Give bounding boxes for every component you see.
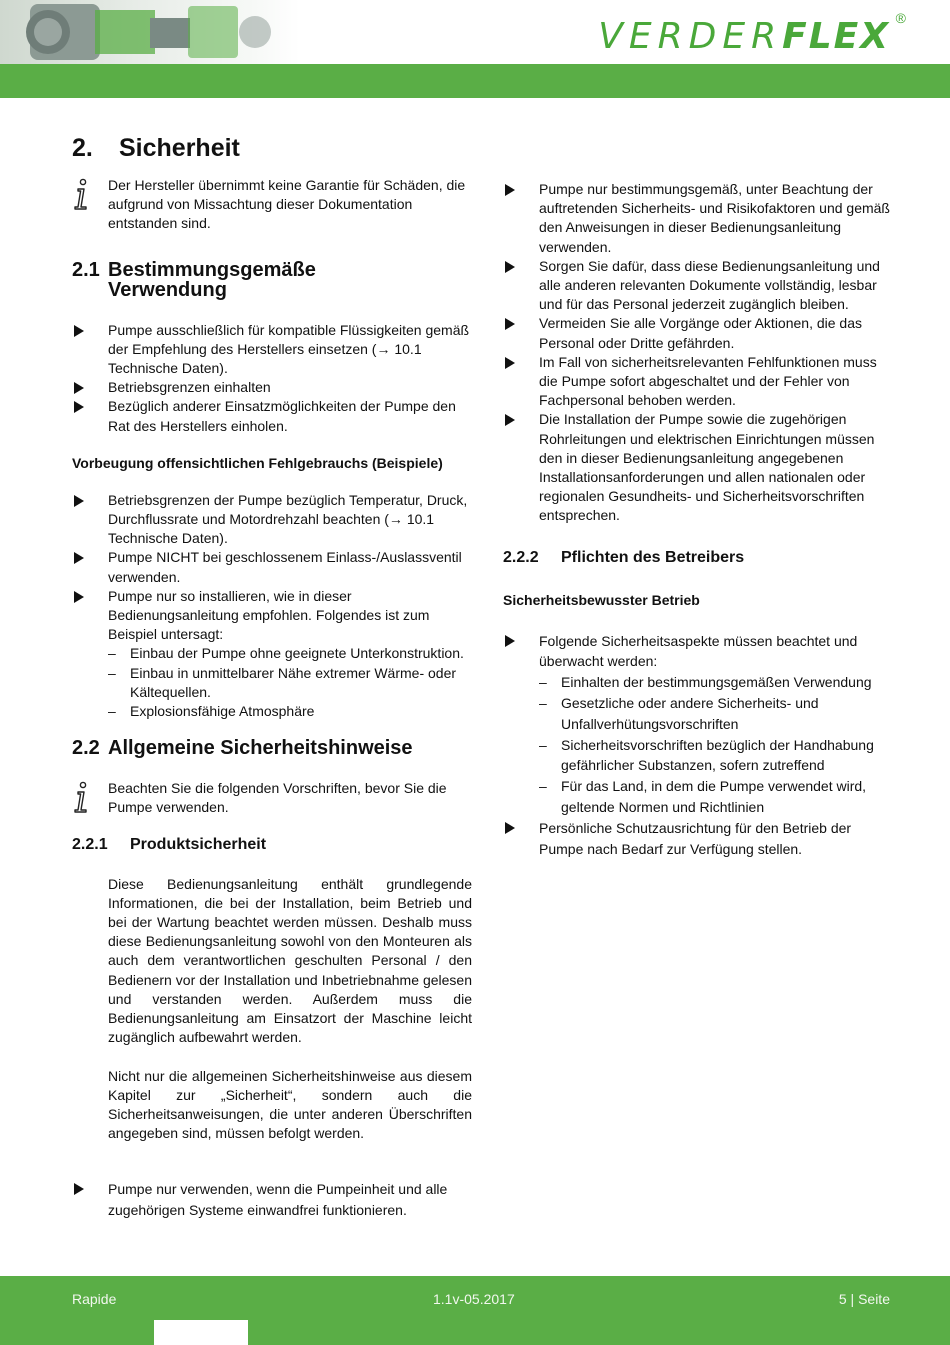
list-item: Betriebsgrenzen der Pumpe bezüglich Temperatur, Druck, Durchflussrate und Motordrehzahl beachten (→ 10.1 Technische Daten). — [72, 491, 472, 549]
heading-2-2-2: 2.2.2 Pflichten des Betreibers — [503, 548, 745, 566]
list-subitem: – Gesetzliche oder andere Sicherheits- und Unfallverhütungsvorschriften — [503, 693, 898, 735]
footer-version: 1.1v-05.2017 — [433, 1291, 515, 1307]
list-item: Persönliche Schutzausrichtung für den Betrieb der Pumpe nach Bedarf zur Verfügung stellen. — [503, 818, 898, 860]
info-note-intro: Der Hersteller übernimmt keine Garantie für Schäden, die aufgrund von Missachtung dieser Dokumentation entstanden sind. — [72, 176, 472, 234]
list-item: Bezüglich anderer Einsatzmöglichkeiten der Pumpe den Rat des Herstellers einholen. — [72, 397, 472, 435]
operator-subheading: Sicherheitsbewusster Betrieb — [503, 591, 700, 608]
footer-product: Rapide — [72, 1291, 117, 1307]
list-item: Sorgen Sie dafür, dass diese Bedienungsanleitung und alle anderen relevanten Dokumente vollständig, lesbar und für das Personal jederzeit zugänglich bleiben. — [503, 257, 898, 315]
list-subitem: – Explosionsfähige Atmosphäre — [72, 702, 472, 721]
list-item: Vermeiden Sie alle Vorgänge oder Aktionen, die das Personal oder Dritte gefährden. — [503, 314, 898, 352]
info-note-general: Beachten Sie die folgenden Vorschriften, bevor Sie die Pumpe verwenden. — [72, 779, 472, 817]
list-item: Pumpe nur so installieren, wie in dieser Bedienungsanleitung empfohlen. Folgendes ist zum Beispiel untersagt: — [72, 587, 472, 645]
verderflex-logo: VERDERFLEX — [598, 16, 890, 57]
right-column — [503, 180, 898, 859]
page-header — [0, 0, 950, 64]
list-item: Pumpe nur bestimmungsgemäß, unter Beachtung der auftretenden Sicherheits- und Risikofaktoren und gemäß den Anweisungen in dieser Bedienungsanleitung verwenden. — [503, 180, 898, 257]
pump-photo-icon — [0, 0, 300, 64]
footer-page-number: 5 | Seite — [838, 1291, 890, 1307]
info-icon — [72, 781, 90, 815]
pump-photo — [0, 0, 300, 64]
list-item: Pumpe nur verwenden, wenn die Pumpeinheit und alle zugehörigen Systeme einwandfrei funktionieren. — [72, 1179, 472, 1221]
heading-2-1: 2.1 Bestimmungsgemäße Verwendung — [72, 258, 316, 301]
usage-bullets — [72, 321, 472, 436]
list-item: Betriebsgrenzen einhalten — [72, 378, 472, 397]
list-subitem: – Einbau der Pumpe ohne geeignete Unterkonstruktion. — [72, 644, 472, 663]
page-footer — [0, 1276, 950, 1345]
info-icon — [72, 178, 90, 212]
product-safety-paragraph-2: Nicht nur die allgemeinen Sicherheitshinweise aus diesem Kapitel zur „Sicherheit“, sondern auch die Sicherheitsanweisungen, die unter anderen Überschriften angegeben sind, müssen befolgt werden. — [108, 1067, 472, 1142]
list-item: Pumpe NICHT bei geschlossenem Einlass-/Auslassventil verwenden. — [72, 548, 472, 586]
footer-tab — [154, 1320, 248, 1345]
list-subitem: – Für das Land, in dem die Pumpe verwendet wird, geltende Normen und Richtlinien — [503, 776, 898, 818]
header-green-bar — [0, 64, 950, 98]
list-item: Die Installation der Pumpe sowie die zugehörigen Rohrleitungen und elektrischen Einrichtungen müssen den in dieser Bedienungsanleitung angegebenen Installationsanforderungen und allen nationalen oder regionalen Gesundheits- und Sicherheitsvorschriften entsprechen. — [503, 410, 898, 525]
heading-2-2-1: 2.2.1 Produktsicherheit — [72, 835, 267, 853]
product-safety-paragraph-1: Diese Bedienungsanleitung enthält grundlegende Informationen, die bei der Installation, beim Betrieb und bei der Wartung beachtet werden müssen. Deshalb muss diese Bedienungsanleitung sowohl von den Monteuren als auch dem verantwortlichen geschulten Personal / den Bedienern vor der Installation und Inbetriebnahme gelesen und verstanden werden. Außerdem muss die Bedienungsanleitung am Einsatzort der Maschine leicht zugänglich aufbewahrt werden. — [108, 875, 472, 1046]
product-safety-bullets — [503, 180, 898, 526]
section-heading: 2. Sicherheit — [72, 134, 240, 162]
misuse-bullets — [72, 491, 472, 721]
list-item: Folgende Sicherheitsaspekte müssen beachtet und überwacht werden: — [503, 631, 898, 673]
heading-2-2: 2.2 Allgemeine Sicherheitshinweise — [72, 737, 413, 760]
left-column — [72, 132, 472, 1221]
list-item: Im Fall von sicherheitsrelevanten Fehlfunktionen muss die Pumpe sofort abgeschaltet und der Fehler von Fachpersonal behoben werden. — [503, 353, 898, 411]
registered-mark: ® — [895, 10, 906, 26]
list-subitem: – Sicherheitsvorschriften bezüglich der Handhabung gefährlicher Substanzen, sofern zutreffend — [503, 735, 898, 777]
list-subitem: – Einbau in unmittelbarer Nähe extremer Wärme- oder Kältequellen. — [72, 664, 472, 702]
misuse-heading: Vorbeugung offensichtlichen Fehlgebrauchs (Beispiele) — [72, 454, 443, 471]
list-item: Pumpe ausschließlich für kompatible Flüssigkeiten gemäß der Empfehlung des Herstellers einsetzen (→ 10.1 Technische Daten). — [72, 321, 472, 379]
operator-bullets — [503, 631, 898, 860]
list-subitem: – Einhalten der bestimmungsgemäßen Verwendung — [503, 672, 898, 693]
